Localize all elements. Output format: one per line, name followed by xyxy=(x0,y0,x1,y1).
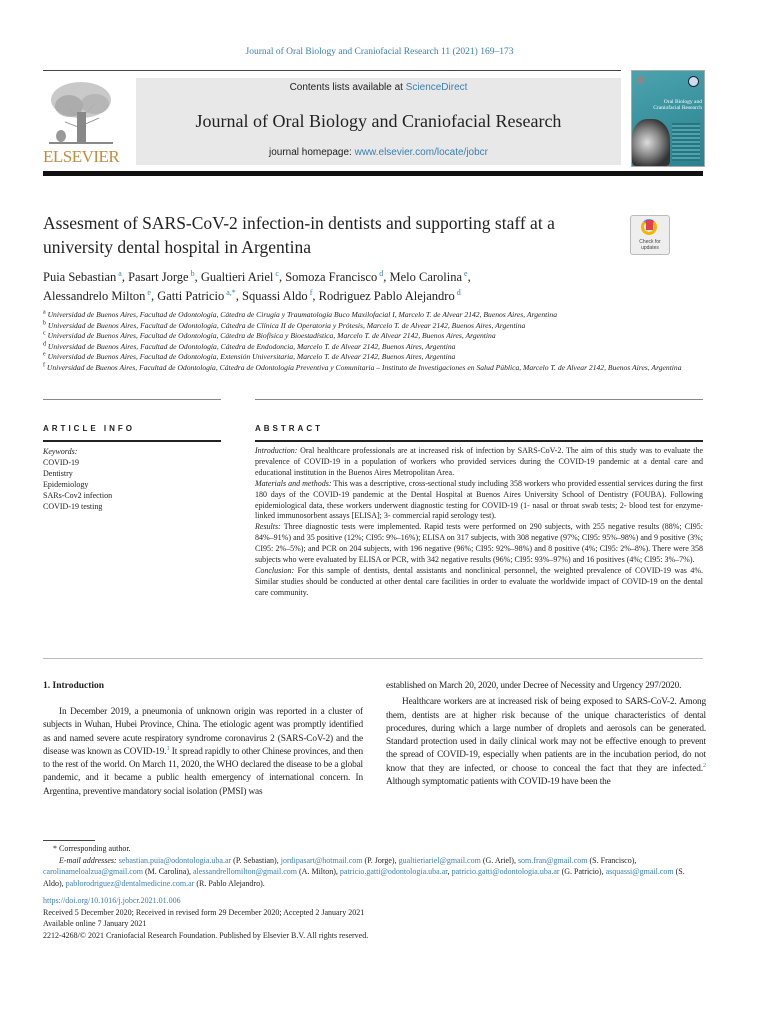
crossmark-bookmark-icon xyxy=(646,220,653,230)
affiliation-marker[interactable]: e xyxy=(145,287,151,297)
keyword: COVID-19 xyxy=(43,458,79,467)
email-link[interactable]: patricio.gatti@odontologia.uba.ar xyxy=(339,867,448,876)
cover-stripes xyxy=(672,123,700,161)
affiliation-text: Universidad de Buenos Aires, Facultad de Odontología, Cátedra de Odontología Preventiva y Comunitaria – Instituto de Investigaciones en Salud Pública, Marcelo T. de Alvear 2142, Buenos Aires, Argentina xyxy=(45,362,682,372)
email-link[interactable]: asquassi@gmail.com xyxy=(605,867,674,876)
keywords-label: Keywords: xyxy=(43,447,78,456)
section-heading-introduction: 1. Introduction xyxy=(43,681,105,691)
author-name[interactable]: Gualtieri Ariel xyxy=(200,270,274,284)
footnotes xyxy=(43,843,705,889)
email-owner: (P. Sebastian) xyxy=(231,855,277,865)
email-link[interactable]: som.fran@gmail.com xyxy=(517,855,588,865)
affiliation-marker[interactable]: d xyxy=(377,268,384,278)
affiliation xyxy=(43,363,705,374)
affiliation-text: Universidad de Buenos Aires, Facultad de Odontología, Cátedra de Endodoncia, Marcelo T. de Alvear 2142, Buenos Aires, Argentina xyxy=(46,341,456,351)
elsevier-logo[interactable] xyxy=(43,78,118,166)
author-name[interactable]: Melo Carolina xyxy=(389,270,463,284)
affiliation-marker[interactable]: a,* xyxy=(224,287,236,297)
affiliation-marker[interactable]: c xyxy=(273,268,279,278)
affiliation-text: Universidad de Buenos Aires, Facultad de Odontología, Cátedra de Cirugía y Traumatología Buco Maxilofacial I, Marcelo T. de Alvear 2142, Buenos Aires, Argentina xyxy=(45,310,557,319)
paragraph-text: It spread rapidly to other Chinese provinces, and then to the rest of the world. On March 11, 2020, the WHO declared the disease to be a global pandemic, and it became a public health emergency of international concern. In Argentina, preventive mandatory social isolation (PMSI) was xyxy=(43,746,363,797)
email-link[interactable]: jordipasart@hotmail.com xyxy=(280,855,363,865)
abstract-section-text: Three diagnostic tests were implemented. Rapid tests were performed on 290 subjects, with 255 negative results (88%; CI95: 84%–91%) and 35 positive (12%; CI95: 9%–16%); ELISA on 317 subjects, with 308 negative (97%; CI95: 95%–98%) and 9 positive (3%; CI95: 2%–5%); and PCR on 204 subjects, with 196 negative (96%; CI95: 92%–98%) and 8 positive (4%; CI95: 2%–8%). There were 358 subjects who were evaluated by ELISA or PCR, with 342 negative results (96%; CI95: 93%–97%) and 16 positives (4%; CI95: 3%–7%). xyxy=(255,522,703,565)
journal-masthead xyxy=(136,78,621,165)
email-owner: (M. Carolina) xyxy=(143,867,189,876)
email-owner: (G. Patricio) xyxy=(559,867,602,876)
email-link[interactable]: patricio.gatti@odontologia.uba.ar xyxy=(451,867,560,876)
received-dates: Received 5 December 2020; Received in revised form 29 December 2020; Accepted 2 January 2021 xyxy=(43,907,365,917)
abstract-introduction xyxy=(255,446,703,479)
paragraph-text: In December 2019, a pneumonia of unknown origin was reported in a cluster of subjects in Wuhan, Hubei Province, China. The etiologic agent was promptly identified as and named severe acute respiratory syndrome coronavirus 2 (SARS-CoV-2) and the disease was known as COVID-19. xyxy=(43,707,363,757)
elsevier-tree-icon xyxy=(45,78,117,146)
corresponding-author-note: * Corresponding author. xyxy=(53,844,131,853)
email-owner: (A. Milton) xyxy=(297,867,336,876)
affiliation-list xyxy=(43,310,705,374)
reference-link[interactable]: 1 xyxy=(166,744,170,752)
affiliation-marker[interactable]: f xyxy=(307,287,313,297)
contents-line xyxy=(136,82,621,93)
paragraph-text: Although symptomatic patients with COVID-19 have been the xyxy=(386,777,611,788)
abstract-rule xyxy=(255,440,703,442)
email-owner: (S. Francisco) xyxy=(587,855,635,865)
publication-info xyxy=(43,895,705,941)
author-name[interactable]: Pasart Jorge xyxy=(128,270,189,284)
running-head-citation[interactable]: Journal of Oral Biology and Craniofacial Research 11 (2021) 169–173 xyxy=(245,47,514,57)
page-footer xyxy=(43,840,705,941)
author-list: Puia Sebastian $^a$, Pasart Jorge $^b$, Gualtieri Ariel $^c$, Somoza Francisco $^d$, Melo Carolina $^e$, Alessandrelo Milton $^e$, Gatti Patricio $^{a,*}$, Squassi Aldo $^f$, Rodriguez Pablo Alejandro $^d$ xyxy=(43,268,471,303)
affiliation-text: Universidad de Buenos Aires, Facultad de Odontología, Extensión Universitaria, Marcelo T. de Alvear 2142, Buenos Aires, Argentina xyxy=(45,352,456,362)
email-link[interactable]: gualtieriariel@gmail.com xyxy=(398,855,481,865)
reference-link[interactable]: 2 xyxy=(702,761,706,769)
affiliation-marker[interactable]: e xyxy=(462,268,468,278)
author-name[interactable]: Squassi Aldo xyxy=(242,289,308,303)
divider xyxy=(255,399,703,400)
article-info-rule xyxy=(43,440,221,442)
abstract-section-heading: Introduction: xyxy=(255,446,298,455)
article-title: Assesment of SARS-CoV-2 infection-in dentists and supporting staff at a university dental hospital in Argentina xyxy=(43,213,555,257)
email-link[interactable]: pablorodriguez@dentalmedicine.com.ar xyxy=(65,878,195,888)
keyword: Dentistry xyxy=(43,469,73,478)
elsevier-wordmark: ELSEVIER xyxy=(43,147,120,166)
crossmark-label: Check for updates xyxy=(639,239,661,251)
abstract-methods xyxy=(255,479,703,523)
affiliation-marker[interactable]: b xyxy=(188,268,195,278)
masthead-bottom-rule xyxy=(43,171,703,176)
paragraph: established on March 20, 2020, under Decree of Necessity and Urgency 297/2020. xyxy=(386,681,682,691)
keywords-block xyxy=(43,446,223,512)
sciencedirect-link[interactable]: ScienceDirect xyxy=(405,82,468,93)
abstract-body xyxy=(255,446,703,599)
keyword: Epidemiology xyxy=(43,480,89,489)
abstract-section-text: This was a descriptive, cross-sectional study including 358 workers who provided essential services during the first 180 days of the COVID-19 pandemic at the Dental Hospital at Buenos Aires University School of Dentistry (FOUBA). Following epidemiological data, these workers underwent diagnostic testing for COVID-19 (1- nasal or throat swab tests; 2- blood test for enzyme-linked immunosorbent assays [ELISA]; 3- commercial rapid serology test). xyxy=(255,478,704,521)
cover-seal-icon xyxy=(688,76,699,87)
cover-skull-xray-icon xyxy=(632,119,670,166)
body-column-left xyxy=(43,706,363,799)
affiliation-marker[interactable]: a xyxy=(116,268,122,278)
email-owner: (S. Aldo) xyxy=(43,867,685,888)
author-name[interactable]: Puia Sebastian xyxy=(43,270,117,284)
homepage-line xyxy=(136,147,621,158)
affiliation xyxy=(43,310,705,321)
journal-cover-image[interactable] xyxy=(631,70,705,167)
journal-name: Journal of Oral Biology and Craniofacial Research xyxy=(195,111,562,131)
abstract-section-text: For this sample of dentists, dental assistants and nonclinical personnel, the weighted prevalence of COVID-19 was 4%. Similar studies should be conducted at other dental care facilities in order to evaluate the worldwide impact of COVID-19 on the dental care community. xyxy=(255,565,703,597)
doi-link[interactable]: https://doi.org/10.1016/j.jobcr.2021.01.006 xyxy=(43,896,181,905)
affiliation-text: Universidad de Buenos Aires, Facultad de Odontología, Cátedra de Biofísica y Bioestadística, Marcelo T. de Alvear 2142, Buenos Aires, Argentina xyxy=(45,331,496,341)
author-name[interactable]: Rodriguez Pablo Alejandro xyxy=(318,289,455,303)
email-owner: (R. Pablo Alejandro). xyxy=(194,878,265,888)
abstract-section-text: Oral healthcare professionals are at increased risk of infection by SARS-CoV-2. The aim of this study was to evaluate the prevalence of COVID-19 in a population of workers who provided services during the COVID-19 pandemic at a dental care and educational institution in the Buenos Aires Metropolitan Area. xyxy=(255,446,703,477)
affiliation-key: d xyxy=(43,341,46,348)
email-owner: (G. Ariel) xyxy=(480,855,514,865)
header-rule xyxy=(43,70,621,71)
email-label: E-mail addresses: xyxy=(59,855,117,865)
contents-prefix: Contents lists available at xyxy=(289,82,406,93)
email-link[interactable]: alessandrellomilton@gmail.com xyxy=(193,867,298,876)
abstract-bottom-divider xyxy=(43,658,703,659)
affiliation-key: b xyxy=(43,320,46,327)
abstract-section-heading: Conclusion: xyxy=(255,565,295,575)
email-owner: (P. Jorge) xyxy=(362,855,395,865)
affiliation-key: f xyxy=(43,362,45,369)
affiliation-key: c xyxy=(43,330,46,337)
homepage-prefix: journal homepage: xyxy=(268,147,355,158)
affiliation-key: a xyxy=(43,309,46,316)
divider xyxy=(43,399,221,400)
paragraph xyxy=(43,706,363,799)
affiliation xyxy=(43,321,705,332)
abstract-conclusion xyxy=(255,566,703,599)
paragraph-text: Healthcare workers are at increased risk of being exposed to SARS-CoV-2. Among them, dentists are at higher risk because of the unique characteristics of dental procedures, during which a large number of droplets and aerosols can be generated. Standard protection used in daily clinical work may not be effective enough to prevent the spread of COVID-19, especially when patients are in the incubation period, do not know that they are infected, or choose to conceal the fact that they are infected. xyxy=(386,697,706,774)
cover-publisher-icon xyxy=(637,76,644,84)
abstract-heading: ABSTRACT xyxy=(255,424,323,433)
author-name[interactable]: Somoza Francisco xyxy=(285,270,378,284)
available-online: Available online 7 January 2021 xyxy=(43,919,147,928)
affiliation xyxy=(43,331,705,342)
author-name[interactable]: Gatti Patricio xyxy=(157,289,225,303)
author-name[interactable]: Alessandrelo Milton xyxy=(43,289,146,303)
affiliation-marker[interactable]: d xyxy=(454,287,461,297)
affiliation-text: Universidad de Buenos Aires, Facultad de Odontología, Cátedra de Clínica II de Operatoria y Prótesis, Marcelo T. de Alvear 2142, Buenos Aires, Argentina xyxy=(46,320,526,330)
article-info-heading: ARTICLE INFO xyxy=(43,424,135,433)
affiliation-key: e xyxy=(43,351,46,358)
keyword: COVID-19 testing xyxy=(43,502,103,511)
cover-title: Oral Biology and Craniofacial Research xyxy=(653,99,702,111)
email-addresses: E-mail addresses: sebastian.puia@odontologia.uba.ar (P. Sebastian), jordipasart@hotmail.com (P. Jorge), gualtieriariel@gmail.com (G. Ariel), som.fran@gmail.com (S. Francisco), carolinameloalzua@gmail.com (M. Carolina), alessandrellomilton@gmail.com (A. Milton), patricio.gatti@odontologia.uba.ar, patricio.gatti@odontologia.uba.ar (G. Patricio), asquassi@gmail.com (S. Aldo), pablorodriguez@dentalmedicine.com.ar (R. Pablo Alejandro). xyxy=(43,855,685,888)
affiliation xyxy=(43,352,705,363)
check-for-updates-button[interactable] xyxy=(630,215,670,255)
affiliation xyxy=(43,342,705,353)
journal-homepage-link[interactable]: www.elsevier.com/locate/jobcr xyxy=(354,147,488,158)
keyword: SARs-Cov2 infection xyxy=(43,491,113,500)
abstract-section-heading: Results: xyxy=(255,522,281,532)
paragraph xyxy=(386,696,706,789)
email-link[interactable]: sebastian.puia@odontologia.uba.ar xyxy=(118,855,232,865)
abstract-results xyxy=(255,522,703,566)
body-column-right xyxy=(386,680,706,789)
footnote-rule xyxy=(43,840,95,841)
email-link[interactable]: carolinameloalzua@gmail.com xyxy=(43,867,143,876)
abstract-section-heading: Materials and methods: xyxy=(255,478,332,488)
copyright: 2212-4268/© 2021 Craniofacial Research Foundation. Published by Elsevier B.V. All rights reserved. xyxy=(43,930,369,940)
